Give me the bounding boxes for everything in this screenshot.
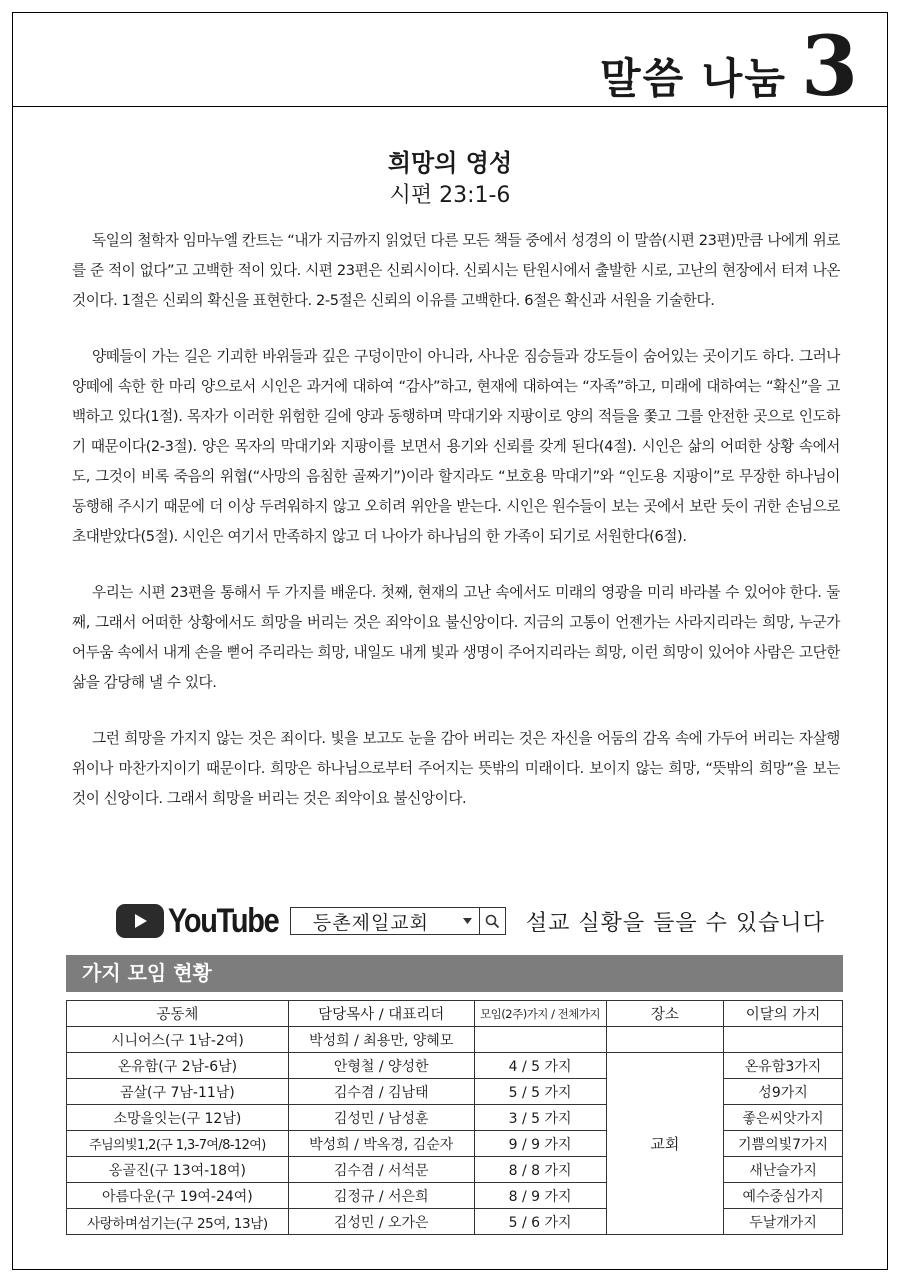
- cell-meetings: 9 / 9 가지: [474, 1131, 606, 1157]
- col-header-leaders: 담당목사 / 대표리더: [288, 1001, 474, 1027]
- sermon-body: [72, 226, 840, 840]
- cell-community: 온유함(구 2남-6남): [67, 1053, 289, 1079]
- groups-banner: 가지 모임 현황: [66, 955, 843, 992]
- cell-place-merged: 교회: [606, 1053, 724, 1235]
- paragraph-3: 우리는 시편 23편을 통해서 두 가지를 배운다. 첫째, 현재의 고난 속에서도 미래의 영광을 미리 바라볼 수 있어야 한다. 둘째, 그래서 어떠한 상황에서도 희망을 버리는 것은 죄악이요 불신앙이다. 지금의 고통이 언젠가는 사라지리라는 희망, 누군가 어두움 속에서 내게 손을 뻗어 주리라는 희망, 내일도 내게 빛과 생명이 주어지리라는 희망, 이런 희망이 있어야 사람은 고단한 삶을 감당해 낼 수 있다.: [72, 584, 840, 691]
- cell-branch: 좋은씨앗가지: [724, 1105, 843, 1131]
- cell-meetings: 4 / 5 가지: [474, 1053, 606, 1079]
- table-row: [67, 1053, 843, 1079]
- table-row: [67, 1183, 843, 1209]
- cell-meetings: 5 / 5 가지: [474, 1079, 606, 1105]
- section-title: 말씀 나눔: [600, 54, 787, 103]
- cell-meetings: 8 / 8 가지: [474, 1157, 606, 1183]
- cell-community: 주님의빛1,2(구 1,3-7여/8-12여): [67, 1131, 289, 1157]
- cell-community: 아름다운(구 19여-24여): [67, 1183, 289, 1209]
- paragraph-2: 양떼들이 가는 길은 기괴한 바위들과 깊은 구덩이만이 아니라, 사나운 짐승들과 강도들이 숨어있는 곳이기도 하다. 그러나 양떼에 속한 한 마리 양으로서 시인은 과거에 대하여 “감사”하고, 현재에 대하여는 “자족”하고, 미래에 대하여는 “확신”을 고백하고 있다(1절). 목자가 이러한 위험한 길에 양과 동행하며 막대기와 지팡이로 양의 적들을 쫓고 그를 안전한 곳으로 인도하기 때문이다(2-3절). 양은 목자의 막대기와 지팡이를 보면서 용기와 신뢰를 갖게 된다(4절). 시인은 삶의 어떠한 상황 속에서도, 그것이 비록 죽음의 위협(“사망의 음침한 골짜기”)이라 할지라도 “보호용 막대기”와 “인도용 지팡이”로 무장한 하나님이 동행해 주시기 때문에 더 이상 두려워하지 않고 오히려 위안을 받는다. 시인은 원수들이 보는 곳에서 보란 듯이 귀한 손님으로 초대받았다(5절). 시인은 여기서 만족하지 않고 더 나아가 하나님의 한 가족이 되기로 서원한다(6절).: [72, 348, 840, 545]
- cell-leaders: 김수겸 / 김남태: [288, 1079, 474, 1105]
- cell-leaders: 김성민 / 오가은: [288, 1209, 474, 1235]
- church-search-value[interactable]: 등촌제일교회: [312, 911, 430, 934]
- cell-leaders: 안형철 / 양성한: [288, 1053, 474, 1079]
- cell-leaders: 김정규 / 서은희: [288, 1183, 474, 1209]
- cell-leaders: 김성민 / 남성훈: [288, 1105, 474, 1131]
- youtube-caption: 설교 실황을 들을 수 있습니다: [525, 910, 825, 936]
- cell-meetings: 8 / 9 가지: [474, 1183, 606, 1209]
- cell-branch: 두날개가지: [724, 1209, 843, 1235]
- cell-meetings: 5 / 6 가지: [474, 1209, 606, 1235]
- table-row: [67, 1027, 843, 1053]
- play-icon: [116, 904, 164, 938]
- col-header-community: 공동체: [67, 1001, 289, 1027]
- church-search-box[interactable]: [290, 907, 506, 935]
- sermon-reference: 시편 23:1-6: [389, 183, 511, 208]
- table-header-row: [67, 1001, 843, 1027]
- sermon-title: 희망의 영성: [387, 149, 513, 177]
- paragraph-4: 그런 희망을 가지지 않는 것은 죄이다. 빛을 보고도 눈을 감아 버리는 것은 자신을 어둠의 감옥 속에 가두어 버리는 자살행위이나 마찬가지이기 때문이다. 희망은 하나님으로부터 주어지는 뜻밖의 미래이다. 보이지 않는 희망, “뜻밖의 희망”을 보는 것이 신앙이다. 그래서 희망을 버리는 것은 죄악이요 불신앙이다.: [72, 730, 840, 807]
- cell-branch: 성9가지: [724, 1079, 843, 1105]
- table-row: [67, 1079, 843, 1105]
- cell-leaders: 박성희 / 박옥경, 김순자: [288, 1131, 474, 1157]
- table-row: [67, 1209, 843, 1235]
- cell-leaders: 김수겸 / 서석문: [288, 1157, 474, 1183]
- paragraph-1: 독일의 철학자 임마누엘 칸트는 “내가 지금까지 읽었던 다른 모든 책들 중에서 성경의 이 말씀(시편 23편)만큼 나에게 위로를 준 적이 없다”고 고백한 적이 있다. 시편 23편은 신뢰시이다. 신뢰시는 탄원시에서 출발한 시로, 고난의 현장에서 터져 나온 것이다. 1절은 신뢰의 확신을 표현한다. 2-5절은 신뢰의 이유를 고백한다. 6절은 확신과 서원을 기술한다.: [72, 232, 840, 309]
- youtube-logo[interactable]: [116, 902, 298, 941]
- cell-meetings: [474, 1027, 606, 1053]
- cell-branch: 예수중심가지: [724, 1183, 843, 1209]
- col-header-meetings: 모임(2주)가지 / 전체가지: [474, 1001, 606, 1027]
- youtube-row: [116, 901, 825, 941]
- cell-community: 곰살(구 7남-11남): [67, 1079, 289, 1105]
- section-number: 3: [800, 19, 858, 115]
- col-header-place: 장소: [606, 1001, 724, 1027]
- cell-branch: [724, 1027, 843, 1053]
- youtube-wordmark: YouTube: [168, 901, 279, 940]
- table-row: [67, 1105, 843, 1131]
- cell-place: [606, 1027, 724, 1053]
- cell-community: 옹골진(구 13여-18여): [67, 1157, 289, 1183]
- cell-branch: 새난슬가지: [724, 1157, 843, 1183]
- cell-leaders: 박성희 / 최용만, 양혜모: [288, 1027, 474, 1053]
- groups-table: [66, 1000, 843, 1235]
- cell-community: 사랑하며섬기는(구 25여, 13남): [67, 1209, 289, 1235]
- col-header-branch: 이달의 가지: [724, 1001, 843, 1027]
- cell-branch: 온유함3가지: [724, 1053, 843, 1079]
- table-row: [67, 1157, 843, 1183]
- section-header: [600, 19, 858, 115]
- cell-community: 시니어스(구 1남-2여): [67, 1027, 289, 1053]
- dropdown-caret-icon[interactable]: [457, 918, 479, 924]
- cell-meetings: 3 / 5 가지: [474, 1105, 606, 1131]
- cell-community: 소망을잇는(구 12남): [67, 1105, 289, 1131]
- table-row: [67, 1131, 843, 1157]
- search-icon[interactable]: [479, 908, 505, 934]
- cell-branch: 기쁨의빛7가지: [724, 1131, 843, 1157]
